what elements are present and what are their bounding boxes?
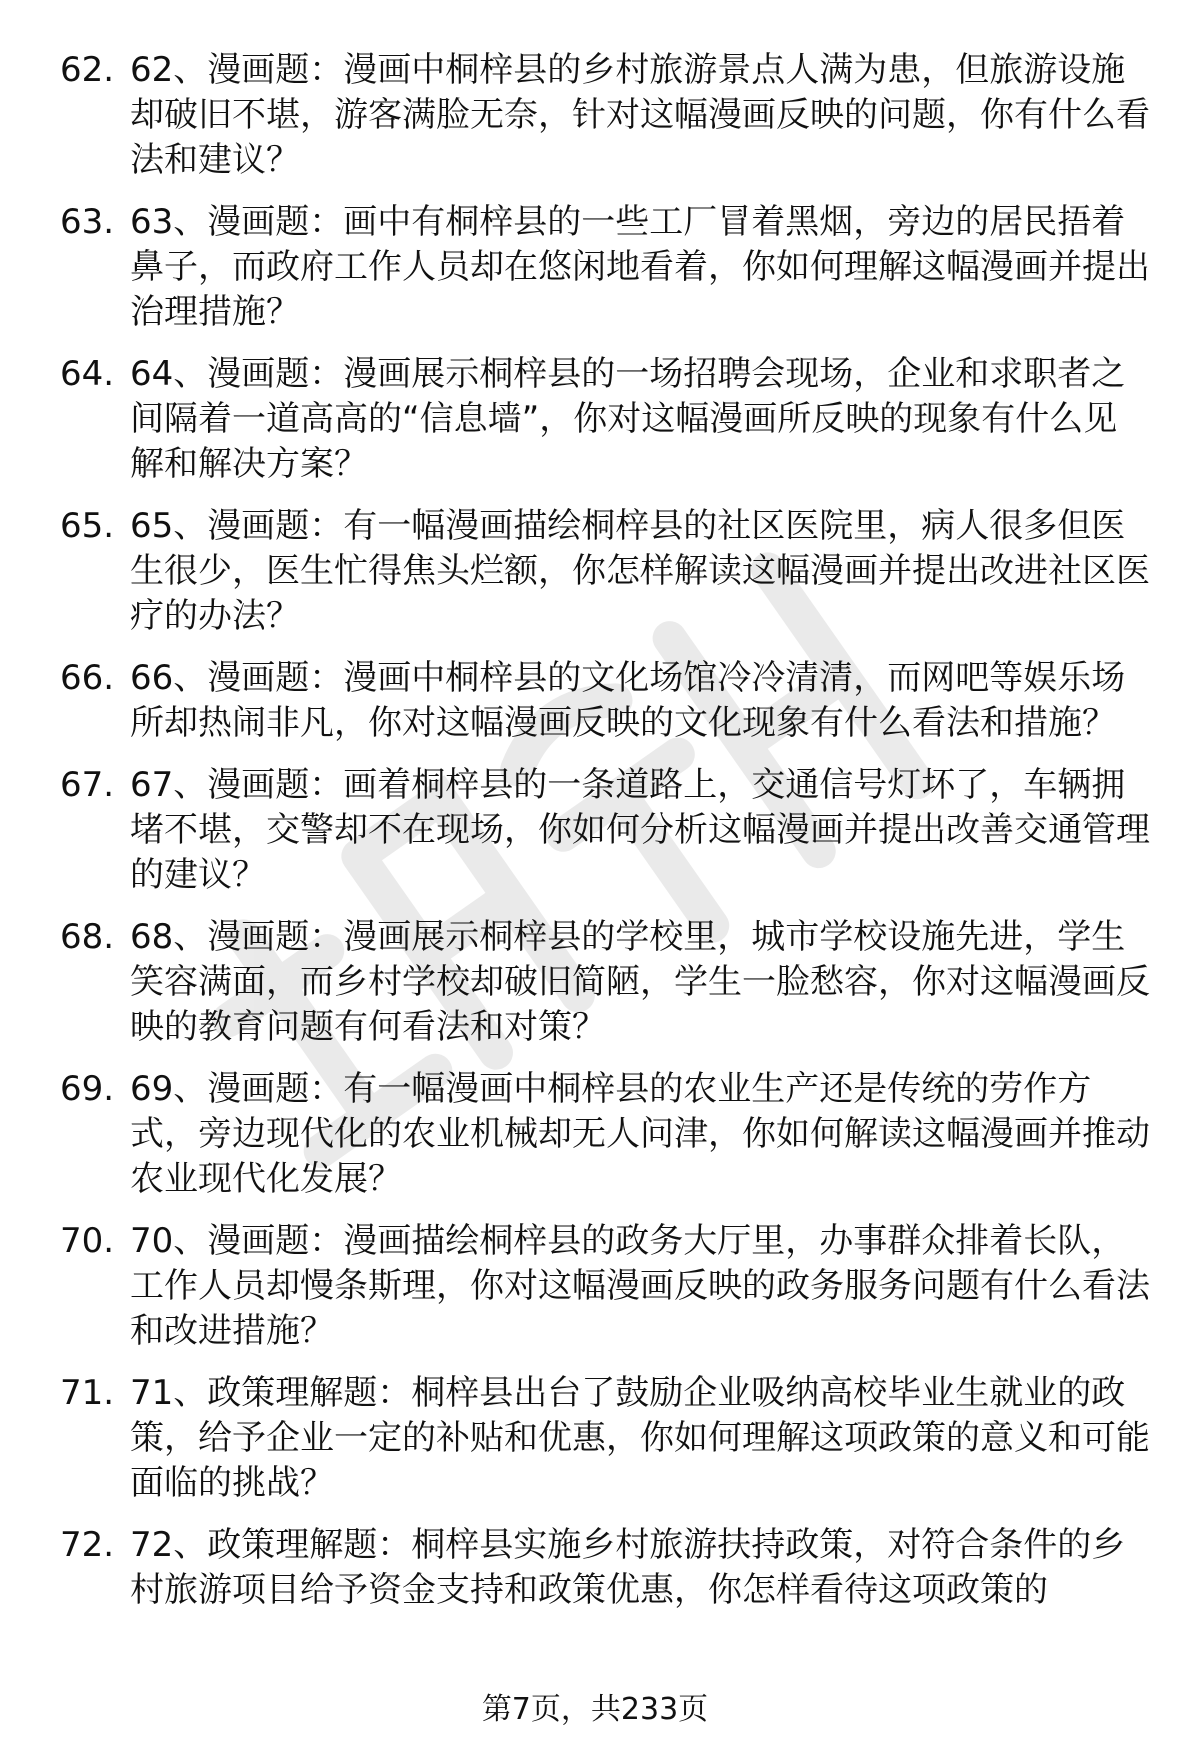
question-item-72 [60,1523,1150,1613]
question-item-62 [60,48,1150,183]
question-number: 68. [60,917,115,957]
question-item-68 [60,915,1150,1050]
question-number: 70. [60,1221,115,1261]
question-text: 71、政策理解题：桐梓县出台了鼓励企业吸纳高校毕业生就业的政策，给予企业一定的补贴和优惠，你如何理解这项政策的意义和可能面临的挑战？ [130,1373,1150,1503]
question-item-71 [60,1371,1150,1506]
question-number: 72. [60,1525,115,1565]
question-text: 66、漫画题：漫画中桐梓县的文化场馆冷冷清清，而网吧等娱乐场所却热闹非凡，你对这幅漫画反映的文化现象有什么看法和措施？ [130,658,1126,743]
question-number: 69. [60,1069,115,1109]
question-text: 62、漫画题：漫画中桐梓县的乡村旅游景点人满为患，但旅游设施却破旧不堪，游客满脸无奈，针对这幅漫画反映的问题，你有什么看法和建议？ [130,50,1150,180]
question-text: 64、漫画题：漫画展示桐梓县的一场招聘会现场，企业和求职者之间隔着一道高高的“信息墙”，你对这幅漫画所反映的现象有什么见解和解决方案？ [130,354,1126,484]
question-text: 65、漫画题：有一幅漫画描绘桐梓县的社区医院里，病人很多但医生很少，医生忙得焦头烂额，你怎样解读这幅漫画并提出改进社区医疗的办法？ [130,506,1150,636]
question-number: 71. [60,1373,115,1413]
question-text: 69、漫画题：有一幅漫画中桐梓县的农业生产还是传统的劳作方式，旁边现代化的农业机械却无人问津，你如何解读这幅漫画并推动农业现代化发展？ [130,1069,1150,1199]
question-item-66 [60,656,1150,746]
question-text: 68、漫画题：漫画展示桐梓县的学校里，城市学校设施先进，学生笑容满面，而乡村学校却破旧简陋，学生一脸愁容，你对这幅漫画反映的教育问题有何看法和对策？ [130,917,1150,1047]
question-list [60,48,1150,1630]
page-footer: 第7页，共233页 [481,1692,709,1727]
question-text: 70、漫画题：漫画描绘桐梓县的政务大厅里，办事群众排着长队，工作人员却慢条斯理，你对这幅漫画反映的政务服务问题有什么看法和改进措施？ [130,1221,1150,1351]
question-item-69 [60,1067,1150,1202]
question-number: 63. [60,202,115,242]
question-number: 62. [60,50,115,90]
question-text: 63、漫画题：画中有桐梓县的一些工厂冒着黑烟，旁边的居民捂着鼻子，而政府工作人员却在悠闲地看着，你如何理解这幅漫画并提出治理措施？ [130,202,1150,332]
question-number: 64. [60,354,115,394]
question-text: 72、政策理解题：桐梓县实施乡村旅游扶持政策，对符合条件的乡村旅游项目给予资金支持和政策优惠，你怎样看待这项政策的 [130,1525,1126,1610]
question-item-70 [60,1219,1150,1354]
question-item-67 [60,763,1150,898]
question-number: 66. [60,658,115,698]
question-item-63 [60,200,1150,335]
question-number: 65. [60,506,115,546]
question-item-64 [60,352,1150,487]
question-item-65 [60,504,1150,639]
question-number: 67. [60,765,115,805]
question-text: 67、漫画题：画着桐梓县的一条道路上，交通信号灯坏了，车辆拥堵不堪，交警却不在现场，你如何分析这幅漫画并提出改善交通管理的建议？ [130,765,1150,895]
